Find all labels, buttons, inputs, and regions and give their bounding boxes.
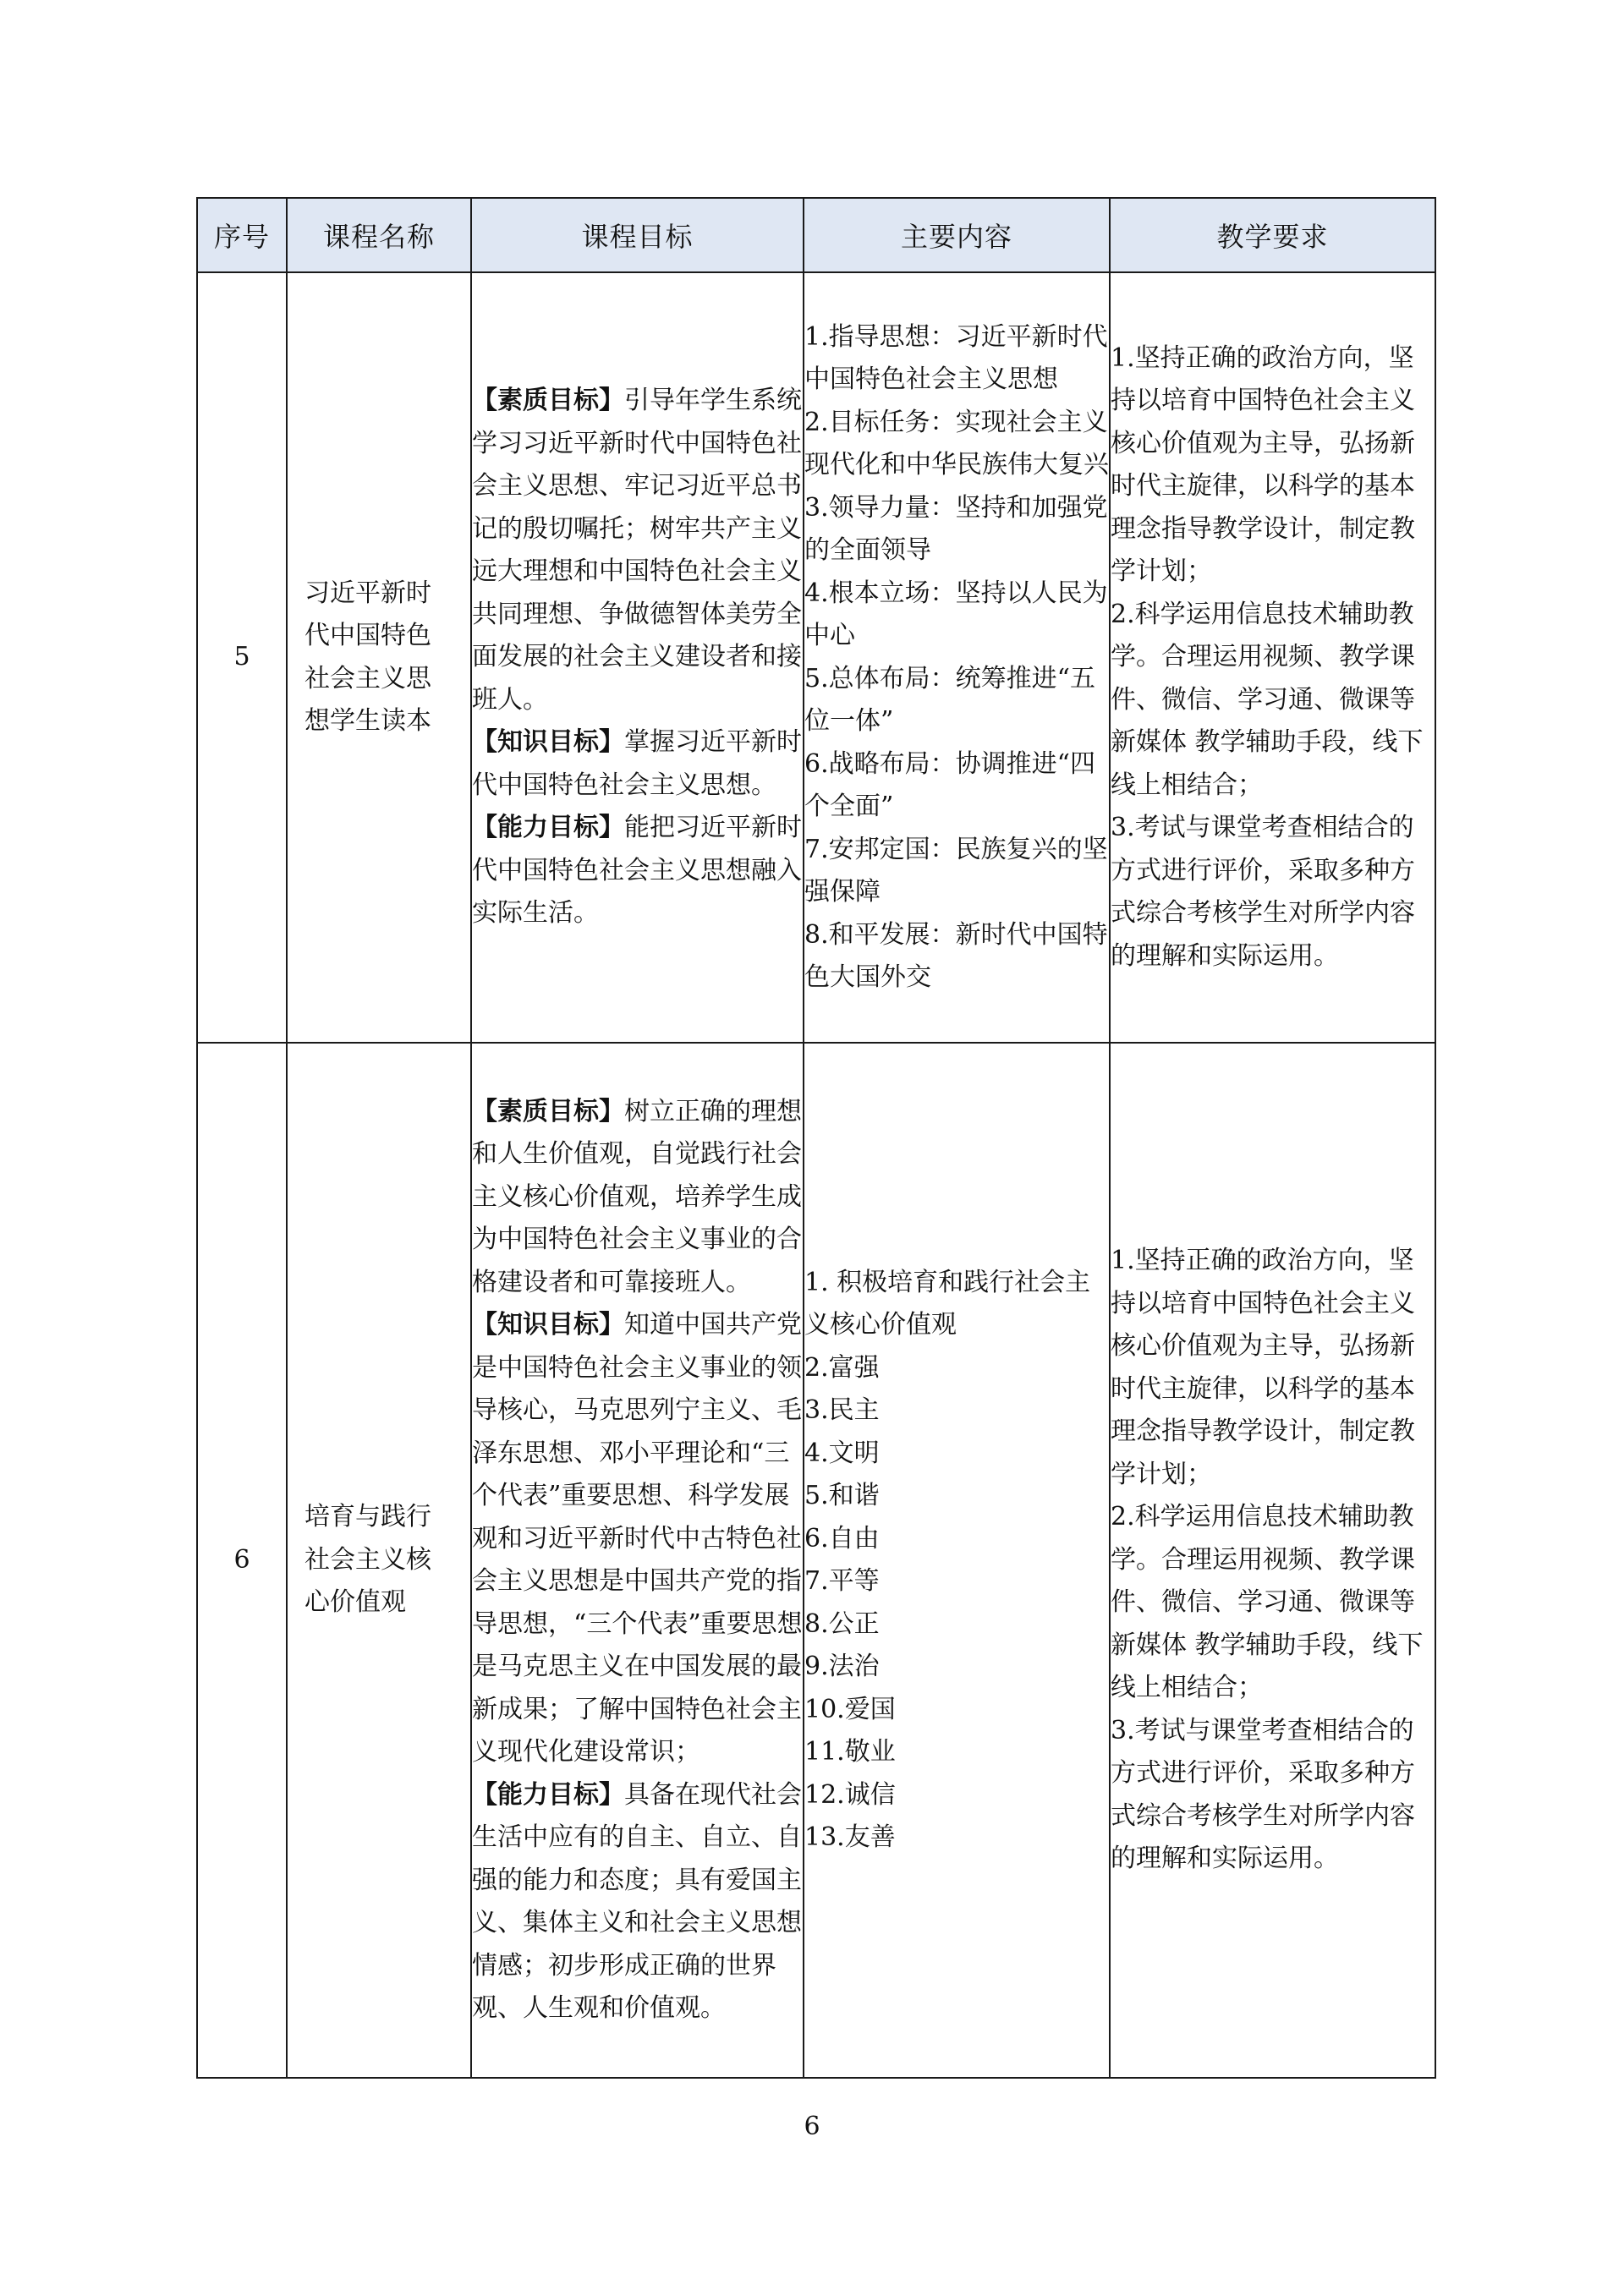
content-item: 10.爱国 bbox=[804, 1694, 896, 1724]
course-name-cell bbox=[287, 272, 471, 1043]
table-header-row bbox=[197, 198, 1435, 272]
content-item: 4.根本立场：坚持以人民为中心 bbox=[804, 578, 1108, 650]
content-item: 2.目标任务：实现社会主义现代化和中华民族伟大复兴 bbox=[804, 407, 1109, 479]
goal-tag: 【能力目标】 bbox=[472, 1779, 624, 1810]
content-item: 9.法治 bbox=[804, 1652, 880, 1681]
goal-text: 具备在现代社会生活中应有的自主、自立、自强的能力和态度；具有爱国主义、集体主义和社会主义思想情感；初步形成正确的世界观、人生观和价值观。 bbox=[472, 1779, 802, 2023]
goal-knowledge bbox=[472, 1304, 803, 1774]
content-item: 1. 积极培育和践行社会主义核心价值观 bbox=[804, 1267, 1091, 1340]
req-item: 1.坚持正确的政治方向，坚持以培育中国特色社会主义核心价值观为主导，弘扬新时代主旋律，以科学的基本理念指导教学设计，制定教学计划； bbox=[1111, 1246, 1415, 1489]
req-item: 2.科学运用信息技术辅助教学。合理运用视频、教学课件、微信、学习通、微课等新媒体 教学辅助手段，线下线上相结合； bbox=[1111, 1502, 1424, 1703]
content-item: 3.民主 bbox=[804, 1395, 880, 1425]
content-item: 8.公正 bbox=[804, 1608, 880, 1639]
req-item: 3.考试与课堂考查相结合的方式进行评价，采取多种方式综合考核学生对所学内容的理解和实际运用。 bbox=[1111, 1715, 1415, 1874]
course-name: 培育与践行社会主义核心价值观 bbox=[304, 1502, 431, 1618]
main-content-cell bbox=[804, 272, 1110, 1043]
goal-text: 知道中国共产党是中国特色社会主义事业的领导核心，马克思列宁主义、毛泽东思想、邓小平理论和“三个代表”重要思想、科学发展观和习近平新时代中古特色社会主义思想是中国共产党的指导思想，“三个代表”重要思想是马克思主义在中国发展的最新成果；了解中国特色社会主义现代化建设常识； bbox=[472, 1310, 803, 1767]
goal-text: 树立正确的理想和人生价值观，自觉践行社会主义核心价值观，培养学生成为中国特色社会主义事业的合格建设者和可靠接班人。 bbox=[472, 1096, 802, 1297]
table-row bbox=[197, 1043, 1435, 2078]
page-number: 6 bbox=[804, 2112, 820, 2141]
goal-ability bbox=[472, 1774, 803, 2030]
content-item: 6.战略布局：协调推进“四个全面” bbox=[804, 748, 1095, 821]
content-item: 7.安邦定国：民族复兴的坚强保障 bbox=[804, 834, 1108, 907]
course-goal-cell bbox=[471, 1043, 804, 2078]
content-item: 3.领导力量：坚持和加强党的全面领导 bbox=[804, 492, 1108, 565]
content-item: 11.敬业 bbox=[804, 1737, 896, 1767]
goal-tag: 【能力目标】 bbox=[472, 813, 624, 843]
teaching-req-cell bbox=[1110, 272, 1435, 1043]
content-item: 12.诚信 bbox=[804, 1779, 896, 1810]
course-table bbox=[196, 197, 1436, 2079]
goal-text: 掌握习近平新时代中国特色社会主义思想。 bbox=[472, 727, 802, 800]
goal-tag: 【知识目标】 bbox=[472, 1310, 624, 1340]
course-name: 习近平新时代中国特色社会主义思想学生读本 bbox=[304, 578, 431, 736]
content-item: 6.自由 bbox=[804, 1523, 880, 1553]
header-course-name: 课程名称 bbox=[287, 198, 471, 272]
content-item: 1.指导思想：习近平新时代中国特色社会主义思想 bbox=[804, 321, 1108, 394]
goal-text: 能把习近平新时代中国特色社会主义思想融入实际生活。 bbox=[472, 813, 802, 929]
teaching-req-cell bbox=[1110, 1043, 1435, 2078]
content-item: 13.友善 bbox=[804, 1822, 896, 1852]
course-name-cell bbox=[287, 1043, 471, 2078]
goal-knowledge bbox=[472, 721, 803, 807]
content-item: 2.富强 bbox=[804, 1352, 880, 1383]
goal-tag: 【知识目标】 bbox=[472, 727, 624, 758]
table-row bbox=[197, 272, 1435, 1043]
req-item: 3.考试与课堂考查相结合的方式进行评价，采取多种方式综合考核学生对所学内容的理解和实际运用。 bbox=[1111, 813, 1415, 971]
content-item: 8.和平发展：新时代中国特色大国外交 bbox=[804, 919, 1108, 992]
row-number: 5 bbox=[197, 272, 287, 1043]
goal-tag: 【素质目标】 bbox=[472, 386, 624, 416]
goal-quality bbox=[472, 380, 803, 721]
content-item: 5.总体布局：统筹推进“五位一体” bbox=[804, 663, 1095, 736]
req-item: 1.坚持正确的政治方向，坚持以培育中国特色社会主义核心价值观为主导，弘扬新时代主旋律，以科学的基本理念指导教学设计，制定教学计划； bbox=[1111, 342, 1415, 587]
header-teaching-req: 教学要求 bbox=[1110, 198, 1435, 272]
goal-ability bbox=[472, 807, 803, 935]
header-course-goal: 课程目标 bbox=[471, 198, 804, 272]
main-content-cell bbox=[804, 1043, 1110, 2078]
content-item: 4.文明 bbox=[804, 1438, 880, 1468]
goal-quality bbox=[472, 1091, 803, 1305]
header-num: 序号 bbox=[197, 198, 287, 272]
row-number: 6 bbox=[197, 1043, 287, 2078]
goal-tag: 【素质目标】 bbox=[472, 1096, 624, 1126]
goal-text: 引导年学生系统学习习近平新时代中国特色社会主义思想、牢记习近平总书记的殷切嘱托；树牢共产主义远大理想和中国特色社会主义共同理想、争做德智体美劳全面发展的社会主义建设者和接班人。 bbox=[472, 386, 802, 715]
course-goal-cell bbox=[471, 272, 804, 1043]
req-item: 2.科学运用信息技术辅助教学。合理运用视频、教学课件、微信、学习通、微课等新媒体 教学辅助手段，线下线上相结合； bbox=[1111, 599, 1424, 800]
content-item: 5.和谐 bbox=[804, 1481, 880, 1510]
header-main-content: 主要内容 bbox=[804, 198, 1110, 272]
content-item: 7.平等 bbox=[804, 1566, 880, 1596]
